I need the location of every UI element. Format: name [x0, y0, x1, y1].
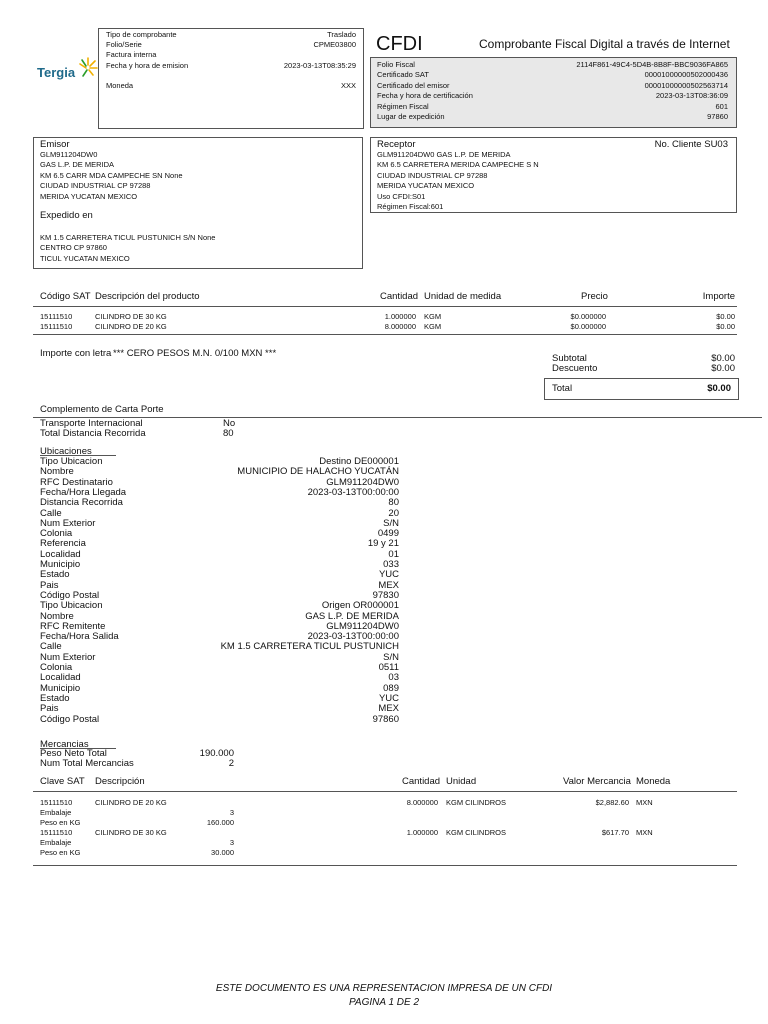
cliente-number: No. Cliente SU03	[654, 139, 728, 150]
merc-col-moneda: Moneda	[636, 776, 671, 787]
mercancias-info-label: Num Total Mercancias	[40, 758, 134, 770]
ubicacion-value: 2023-03-13T00:00:00	[307, 631, 399, 643]
ubicacion-label: Código Postal	[40, 713, 100, 725]
header-field-label: Moneda	[106, 81, 134, 90]
fiscal-field-value: 2114F861-49C4-5D4B-8B8F-BBC9036FA865	[576, 60, 728, 69]
header-field-value: XXX	[340, 81, 356, 90]
header-field-value: 2023-03-13T08:35:29	[283, 61, 356, 70]
ubicacion-label: Num Exterior	[40, 517, 96, 529]
footer-text	[0, 982, 768, 1010]
mercancias-title: Mercancias	[40, 739, 89, 750]
col-cantidad: Cantidad	[380, 291, 419, 302]
descuento-label: Descuento	[552, 363, 598, 374]
ubicacion-value: GLM911204DW0	[326, 476, 399, 488]
footer-line-2: PAGINA 1 DE 2	[348, 997, 420, 1008]
ubicacion-value: GAS L.P. DE MERIDA	[305, 610, 399, 622]
emisor-line: KM 6.5 CARR MDA CAMPECHE SN None	[40, 170, 183, 180]
col-precio: Precio	[581, 291, 608, 302]
fiscal-field-label: Régimen Fiscal	[377, 101, 429, 111]
fiscal-field-value: 601	[715, 101, 728, 111]
ubicacion-label: RFC Destinatario	[40, 476, 113, 488]
col-unidad: Unidad de medida	[424, 291, 502, 302]
ubicacion-value: Destino DE000001	[319, 456, 399, 467]
merc-peso-value: 160.000	[206, 818, 234, 827]
header-field-label: Factura interna	[106, 50, 157, 59]
merc-valor: $617.70	[601, 828, 629, 837]
merc-col-valor: Valor Mercancia	[563, 776, 631, 787]
ubicacion-label: Municipio	[40, 682, 81, 694]
merc-unidad: KGM CILINDROS	[446, 828, 507, 837]
fiscal-field-label: Certificado SAT	[377, 70, 429, 80]
product-unidad: KGM	[424, 312, 442, 321]
ubicacion-value: 0511	[378, 662, 399, 673]
merc-clave: 15111510	[40, 798, 73, 807]
fiscal-field-value: 00001000000502563714	[644, 80, 728, 90]
product-codigo: 15111510	[40, 322, 73, 331]
col-codigo-sat: Código SAT	[40, 291, 91, 302]
merc-descripcion: CILINDRO DE 20 KG	[95, 798, 167, 807]
cp-general-value: No	[223, 418, 236, 429]
merc-peso-label: Peso en KG	[40, 848, 81, 857]
ubicacion-value: 19 y 21	[367, 538, 399, 550]
merc-unidad: KGM CILINDROS	[446, 798, 507, 807]
importe-letra-label: Importe con letra	[40, 348, 112, 359]
logo-text: Tergia	[37, 65, 76, 80]
emisor-line: MERIDA YUCATAN MEXICO	[40, 191, 138, 201]
cfdi-label: CFDI	[376, 33, 423, 55]
ubicacion-label: Calle	[40, 641, 62, 653]
ubicacion-value: KM 1.5 CARRETERA TICUL PUSTUNICH	[220, 641, 399, 653]
ubicacion-value: GLM911204DW0	[326, 620, 399, 632]
cp-general-label: Transporte Internacional	[40, 418, 143, 429]
ubicacion-value: 089	[383, 682, 399, 694]
ubicacion-value: 01	[388, 548, 399, 560]
importe-letra: *** CERO PESOS M.N. 0/100 MXN ***	[113, 348, 277, 359]
ubicacion-label: Estado	[40, 569, 70, 581]
col-importe: Importe	[702, 291, 735, 302]
receptor-line: Régimen Fiscal:601	[377, 202, 444, 211]
merc-clave: 15111510	[40, 828, 73, 837]
merc-moneda: MXN	[636, 828, 653, 837]
ubicacion-value: YUC	[378, 692, 399, 704]
expedido-line: CENTRO CP 97860	[40, 243, 107, 253]
ubicacion-label: Tipo Ubicacion	[40, 456, 103, 467]
ubicacion-value: 97830	[372, 589, 399, 601]
expedido-line: TICUL YUCATAN MEXICO	[40, 253, 130, 263]
fiscal-field-value: 97860	[707, 112, 728, 121]
footer-line-1: ESTE DOCUMENTO ES UNA REPRESENTACION IMPRESA DE UN CFDI	[215, 983, 553, 994]
ubicacion-label: Pais	[40, 579, 59, 591]
merc-col-descripcion: Descripción	[95, 776, 145, 787]
emisor-title: Emisor	[40, 139, 70, 150]
ubicacion-label: Pais	[40, 703, 59, 715]
product-descripcion: CILINDRO DE 20 KG	[95, 322, 167, 331]
descuento-value: $0.00	[711, 363, 735, 374]
divider	[33, 791, 737, 792]
ubicacion-label: Colonia	[40, 528, 73, 540]
col-descripcion: Descripción del producto	[95, 291, 200, 302]
merc-moneda: MXN	[636, 798, 653, 807]
product-cantidad: 8.000000	[384, 322, 416, 331]
expedido-title: Expedido en	[40, 210, 93, 221]
product-importe: $0.00	[716, 322, 735, 331]
header-field-label: Fecha y hora de emision	[106, 61, 189, 70]
emisor-line: GAS L.P. DE MERIDA	[40, 160, 115, 170]
fiscal-field-label: Folio Fiscal	[377, 60, 415, 69]
ubicacion-value: 033	[383, 559, 399, 570]
receptor-line: MERIDA YUCATAN MEXICO	[377, 181, 475, 191]
product-importe: $0.00	[716, 312, 735, 321]
subtotal-value: $0.00	[711, 353, 735, 364]
product-unidad: KGM	[424, 322, 442, 331]
expedido-line: KM 1.5 CARRETERA TICUL PUSTUNICH S/N None	[40, 233, 216, 242]
emisor-line: CIUDAD INDUSTRIAL CP 97288	[40, 181, 151, 191]
emisor-line: GLM911204DW0	[40, 150, 98, 159]
header-field-value: Traslado	[327, 30, 356, 39]
merc-cantidad: 1.000000	[406, 828, 438, 837]
company-logo	[34, 56, 98, 80]
fiscal-field-label: Certificado del emisor	[377, 80, 450, 90]
ubicacion-value: 80	[388, 497, 399, 509]
ubicacion-value: 03	[388, 672, 399, 684]
ubicacion-value: Origen OR000001	[321, 600, 399, 612]
product-cantidad: 1.000000	[384, 312, 416, 321]
ubicacion-label: Calle	[40, 507, 62, 519]
receptor-line: CIUDAD INDUSTRIAL CP 97288	[377, 170, 488, 180]
ubicacion-value: S/N	[383, 517, 399, 529]
ubicacion-label: RFC Remitente	[40, 620, 106, 632]
ubicacion-label: Nombre	[40, 466, 74, 478]
product-precio: $0.000000	[570, 312, 606, 321]
ubicacion-value: 20	[388, 507, 399, 519]
fiscal-field-label: Lugar de expedición	[377, 112, 445, 121]
merc-descripcion: CILINDRO DE 30 KG	[95, 828, 167, 837]
ubicacion-label: Referencia	[40, 538, 86, 550]
ubicacion-label: Estado	[40, 692, 70, 704]
ubicacion-value: 97860	[372, 713, 399, 725]
cp-general-label: Total Distancia Recorrida	[40, 428, 146, 440]
ubicacion-label: Num Exterior	[40, 651, 96, 663]
merc-valor: $2,882.60	[595, 798, 629, 807]
ubicacion-label: Nombre	[40, 610, 74, 622]
receptor-line: KM 6.5 CARRETERA MERIDA CAMPECHE S N	[377, 160, 539, 170]
product-precio: $0.000000	[570, 322, 606, 331]
ubicacion-value: S/N	[383, 651, 399, 663]
document-title: Comprobante Fiscal Digital a través de Internet	[479, 37, 730, 51]
ubicacion-label: Localidad	[40, 672, 81, 684]
ubicacion-value: MEX	[378, 703, 399, 715]
ubicacion-value: MUNICIPIO DE HALACHO YUCATÁN	[237, 466, 399, 478]
ubicacion-value: YUC	[378, 569, 399, 581]
ubicacion-label: Distancia Recorrida	[40, 497, 123, 509]
fiscal-field-value: 2023-03-13T08:36:09	[655, 91, 728, 101]
merc-peso-value: 30.000	[211, 848, 234, 857]
header-field-label: Tipo de comprobante	[106, 30, 177, 39]
ubicacion-label: Localidad	[40, 548, 81, 560]
merc-col-unidad: Unidad	[446, 776, 477, 787]
ubicaciones-title: Ubicaciones	[40, 446, 92, 457]
receptor-title: Receptor	[377, 139, 416, 150]
header-field-label: Folio/Serie	[106, 40, 142, 49]
ubicacion-label: Colonia	[40, 662, 73, 673]
fiscal-field-label: Fecha y hora de certificación	[377, 91, 473, 101]
carta-porte-title: Complemento de Carta Porte	[40, 404, 164, 415]
merc-embalaje-label: Embalaje	[40, 808, 72, 817]
mercancias-info-label: Peso Neto Total	[40, 748, 107, 759]
header-field-value: CPME03800	[313, 40, 356, 49]
divider	[33, 865, 737, 866]
ubicacion-label: Código Postal	[40, 589, 100, 601]
mercancias-info-value: 190.000	[199, 748, 234, 759]
ubicacion-value: 2023-03-13T00:00:00	[307, 486, 399, 498]
ubicacion-label: Fecha/Hora Salida	[40, 631, 119, 643]
ubicacion-value: 0499	[377, 528, 399, 540]
mercancias-info-value: 2	[228, 758, 234, 770]
merc-embalaje-value: 3	[229, 808, 234, 817]
total-label: Total	[552, 383, 573, 394]
ubicacion-value: MEX	[378, 579, 399, 591]
merc-cantidad: 8.000000	[406, 798, 438, 807]
divider	[33, 306, 737, 307]
product-descripcion: CILINDRO DE 30 KG	[95, 312, 167, 321]
merc-peso-label: Peso en KG	[40, 818, 81, 827]
total-value: $0.00	[707, 383, 731, 394]
ubicacion-label: Tipo Ubicacion	[40, 600, 103, 612]
ubicacion-label: Fecha/Hora Llegada	[40, 486, 127, 498]
merc-col-clave: Clave SAT	[40, 776, 85, 787]
subtotal-label: Subtotal	[552, 353, 587, 364]
divider	[33, 334, 737, 335]
merc-col-cantidad: Cantidad	[402, 776, 441, 787]
ubicacion-label: Municipio	[40, 559, 81, 570]
fiscal-field-value: 00001000000502000436	[644, 70, 728, 80]
product-codigo: 15111510	[40, 312, 73, 321]
receptor-line: GLM911204DW0 GAS L.P. DE MERIDA	[377, 150, 511, 159]
merc-embalaje-value: 3	[229, 838, 234, 847]
cp-general-value: 80	[223, 428, 234, 440]
merc-embalaje-label: Embalaje	[40, 838, 72, 847]
receptor-line: Uso CFDI:S01	[377, 191, 426, 201]
